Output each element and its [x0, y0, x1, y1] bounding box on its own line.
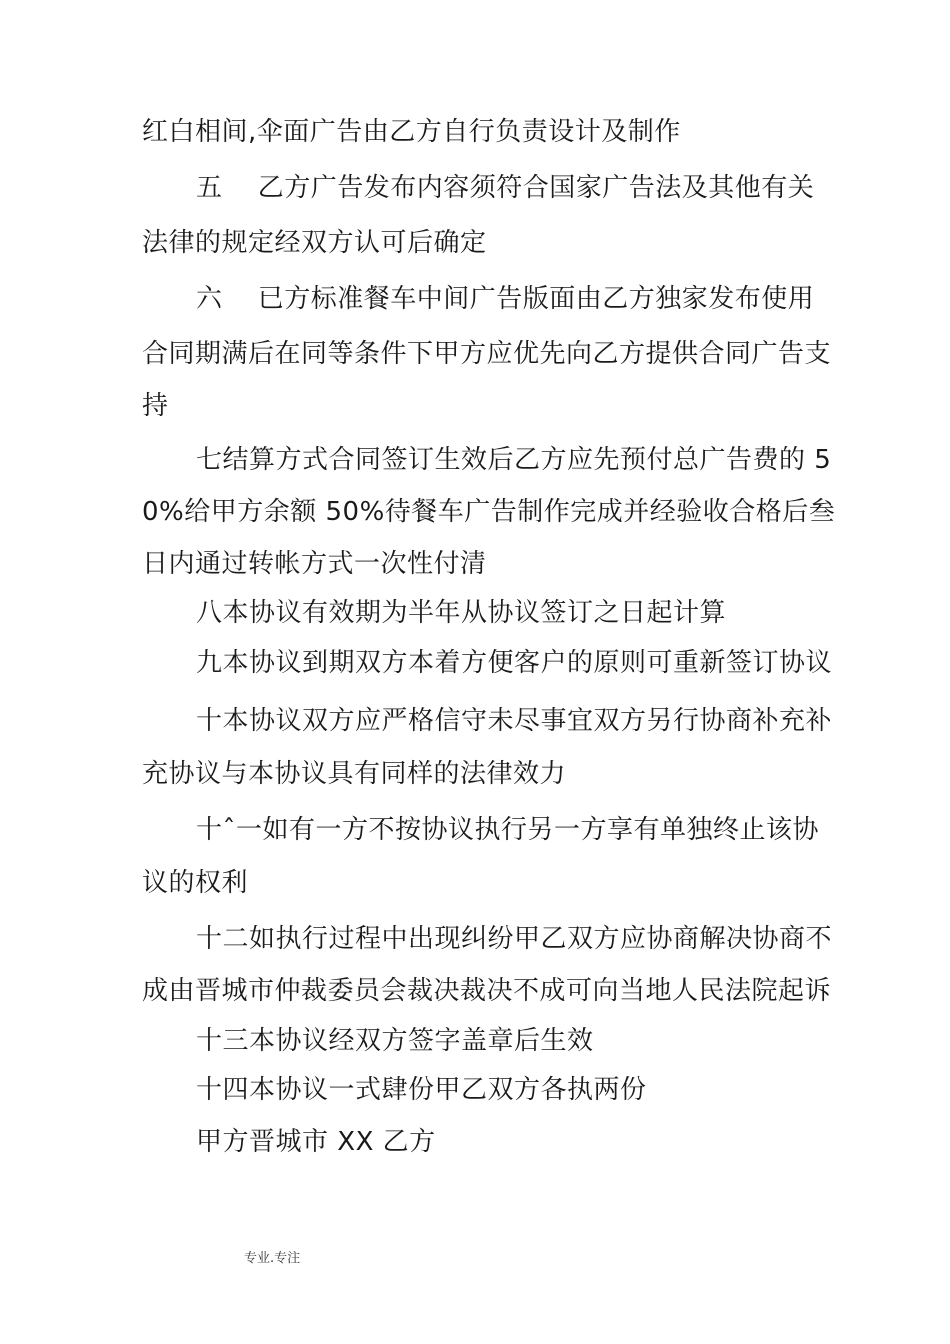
text-line: 议的权利: [142, 868, 249, 898]
text-line: 十ˆ一如有一方不按协议执行另一方享有单独终止该协: [196, 815, 820, 845]
text-line: 六 已方标准餐车中间广告版面由乙方独家发布使用: [196, 284, 815, 314]
text-line: 持: [142, 391, 169, 421]
signature-line: 甲方晋城市 XX 乙方: [196, 1127, 436, 1157]
text-line: 八本协议有效期为半年从协议签订之日起计算: [196, 598, 727, 628]
page-footer: 专业.专注: [244, 1251, 301, 1266]
text-line: 五 乙方广告发布内容须符合国家广告法及其他有关: [196, 173, 815, 203]
text-line: 充协议与本协议具有同样的法律效力: [142, 759, 567, 789]
text-line: 九本协议到期双方本着方便客户的原则可重新签订协议: [196, 648, 833, 678]
text-line: 七结算方式合同签订生效后乙方应先预付总广告费的 5: [196, 445, 832, 475]
text-line: 合同期满后在同等条件下甲方应优先向乙方提供合同广告支: [142, 339, 832, 369]
text-line: 十二如执行过程中出现纠纷甲乙双方应协商解决协商不: [196, 924, 833, 954]
text-line: 十三本协议经双方签字盖章后生效: [196, 1026, 594, 1056]
text-line: 法律的规定经双方认可后确定: [142, 228, 487, 258]
text-line: 成由晋城市仲裁委员会裁决裁决不成可向当地人民法院起诉: [142, 976, 832, 1006]
text-line: 0%给甲方余额 50%待餐车广告制作完成并经验收合格后叁: [142, 497, 836, 527]
text-line: 十四本协议一式肆份甲乙双方各执两份: [196, 1075, 647, 1105]
text-line: 日内通过转帐方式一次性付清: [142, 549, 487, 579]
text-line: 红白相间,伞面广告由乙方自行负责设计及制作: [142, 117, 681, 147]
text-line: 十本协议双方应严格信守未尽事宜双方另行协商补充补: [196, 706, 833, 736]
